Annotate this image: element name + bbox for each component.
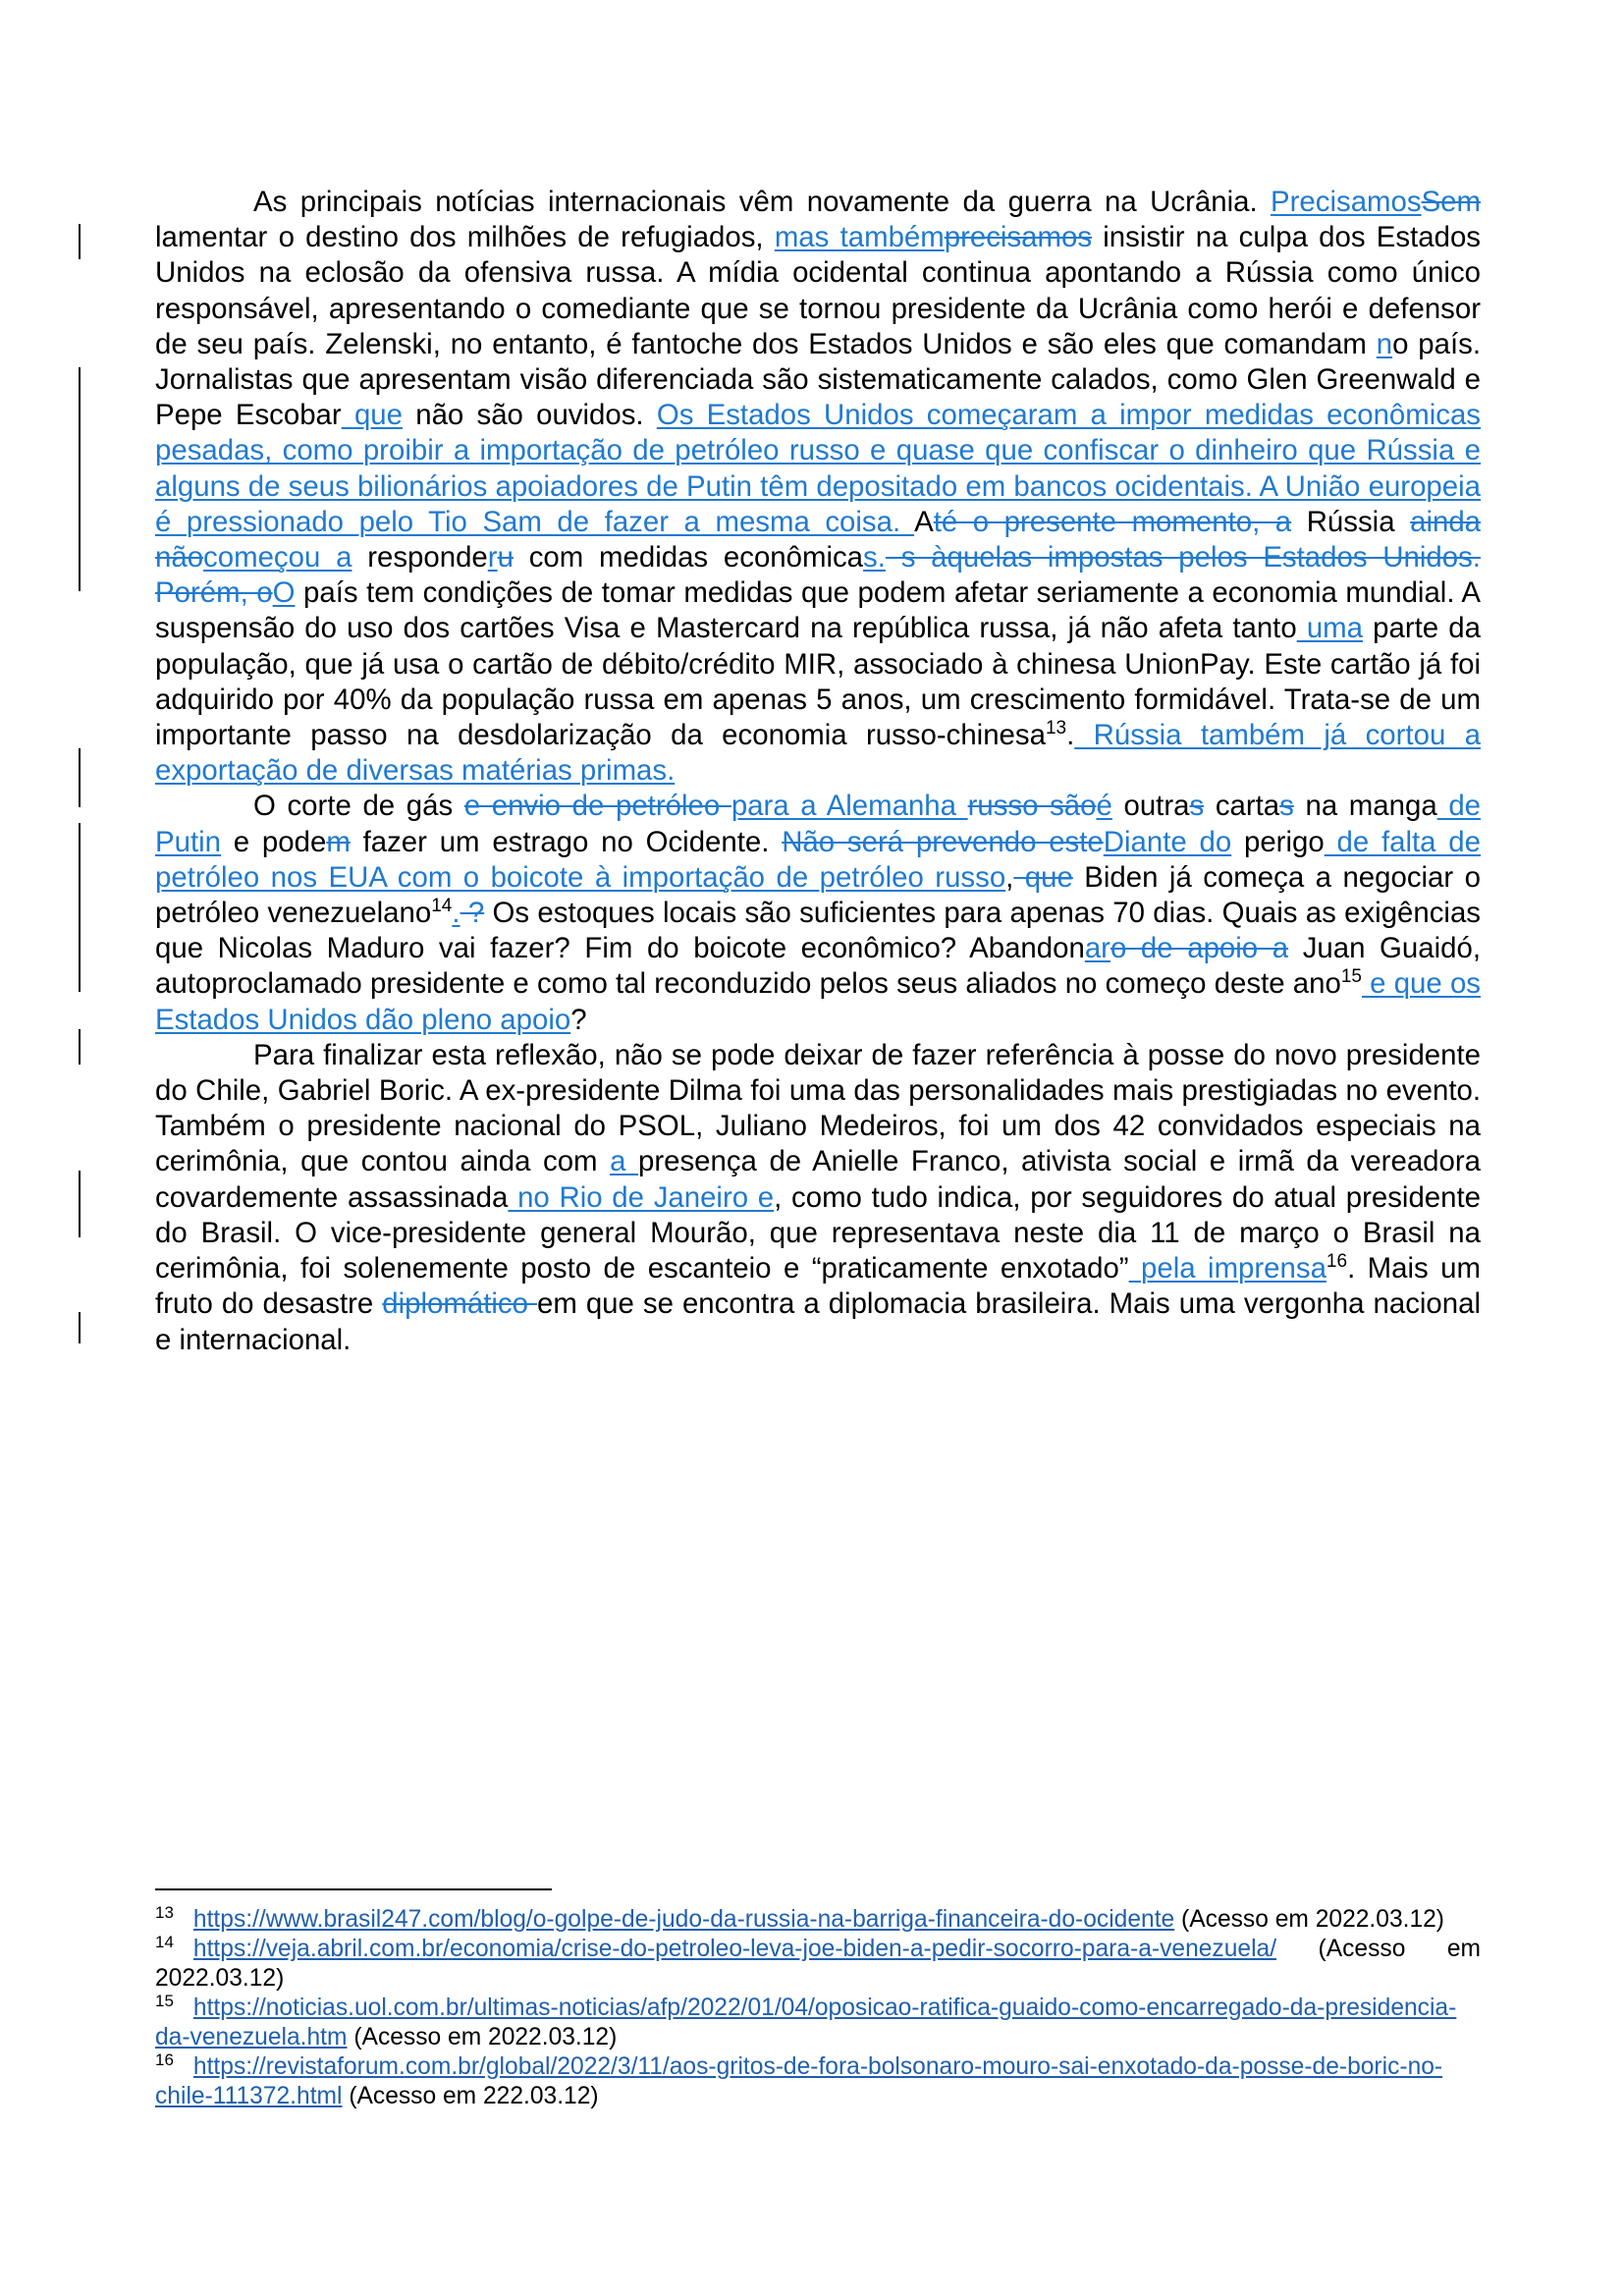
footnote-separator	[155, 1888, 552, 1890]
footnote-number: 13	[155, 1902, 174, 1922]
tracked-insertion: no Rio de Janeiro e	[508, 1180, 775, 1214]
text-run: insistir na culpa dos Estados Unidos na eclosão da ofensiva russa. A mídia ocidental continua apontando a Rússia como único responsável, apresentando o comediante que se tornou presidente da Ucrânia como herói e defensor de seu país. Zelenski, no entanto, é fantoche dos Estados Unidos e são eles que comandam	[155, 221, 1481, 360]
text-run: . Mais um fruto do desastre	[155, 1252, 1481, 1321]
paragraph	[155, 185, 1481, 789]
footnote-access-date: (Acesso em 2022.03.12)	[347, 2024, 618, 2050]
tracked-insertion: mas também	[774, 221, 945, 254]
text-run: As principais notícias internacionais vêm novamente da guerra na Ucrânia.	[253, 186, 1272, 218]
footnote-reference: 14	[431, 896, 453, 917]
text-run: parte da população, que já usa o cartão de débito/crédito MIR, associado à chinesa UnionPay. Este cartão já foi adquirido por 40% da população russa em apenas 5 anos, um crescimento formidável. Trata-se de um importante passo na desdolarização da economia russo-chinesa	[155, 612, 1481, 752]
text-run: em que se encontra a diplomacia brasileira. Mais uma vergonha nacional e internacional.	[155, 1287, 1481, 1356]
change-bar	[79, 1312, 81, 1343]
footnotes	[155, 1902, 1481, 2111]
change-bar	[79, 224, 81, 259]
tracked-deletion: ainda não	[155, 505, 1482, 574]
paragraph	[155, 789, 1481, 1037]
tracked-deletion: precisamos	[944, 221, 1093, 254]
tracked-deletion: u	[497, 541, 514, 574]
text-run: .	[1066, 719, 1075, 752]
footnote	[155, 1932, 1481, 1994]
text-run: na manga	[1293, 790, 1437, 823]
footnote-link[interactable]: https://revistaforum.com.br/global/2022/3/11/aos-gritos-de-fora-bolsonaro-mouro-sai-enxotado-da-posse-de-boric-no-chile-111372.html	[155, 2053, 1443, 2109]
body-text	[155, 185, 1481, 1358]
tracked-deletion: diplomático	[382, 1287, 537, 1321]
tracked-insertion: .	[452, 897, 460, 930]
tracked-insertion: é	[1096, 790, 1112, 823]
tracked-deletion: o de apoio a	[1110, 932, 1289, 965]
tracked-insertion: n	[1376, 327, 1393, 360]
text-run: fazer um estrago no Ocidente.	[350, 825, 783, 858]
tracked-insertion: Os Estados Unidos começaram a impor medidas econômicas pesadas, como proibir a importação de petróleo russo e quase que confiscar o dinheiro que Rússia e alguns de seus bilionários apoiadores de Putin têm depositado em bancos ocidentais. A União europeia é pressionado pelo Tio Sam de fazer a mesma coisa.	[155, 399, 1482, 538]
footnote-link[interactable]: https://www.brasil247.com/blog/o-golpe-de-judo-da-russia-na-barriga-financeira-do-ocidente	[192, 1906, 1175, 1933]
text-run: carta	[1204, 790, 1280, 823]
tracked-insertion: de Putin	[155, 790, 1482, 858]
text-run: presença de Anielle Franco, ativista social e irmã da vereadora covardemente assassinada	[155, 1145, 1481, 1214]
text-run: perigo	[1231, 825, 1325, 858]
text-run: não são ouvidos.	[402, 399, 657, 432]
tracked-insertion: Precisamos	[1271, 186, 1422, 218]
text-run: , como tudo indica, por seguidores do atual presidente do Brasil. O vice-presidente general Mourão, que representava neste dia 11 de março o Brasil na cerimônia, foi solenemente posto de escanteio e “praticamente enxotado”	[155, 1180, 1481, 1285]
tracked-insertion: e que os Estados Unidos dão pleno apoio	[155, 967, 1481, 1036]
tracked-insertion: Diante do	[1103, 825, 1232, 858]
tracked-insertion: pela imprensa	[1128, 1252, 1326, 1285]
tracked-insertion: Rússia também já cortou a exportação de diversas matérias primas.	[155, 719, 1481, 788]
tracked-deletion: Não será prevendo este	[782, 825, 1104, 858]
text-run: lamentar o destino dos milhões de refugiados,	[155, 221, 775, 254]
tracked-insertion: de falta de petróleo nos EUA com o boicote à importação de petróleo russo	[155, 825, 1481, 894]
footnote-reference: 16	[1326, 1251, 1348, 1273]
tracked-deletion: ?	[460, 897, 485, 930]
tracked-deletion: m	[326, 825, 351, 858]
footnote-access-date: (Acesso em 2022.03.12)	[1174, 1906, 1445, 1933]
change-bar	[79, 1171, 81, 1237]
text-run: responde	[352, 541, 488, 574]
footnote-number: 16	[155, 2050, 174, 2069]
tracked-insertion: começou a	[203, 541, 352, 574]
text-run: o país. Jornalistas que apresentam visão diferenciada são sistematicamente calados, como Glen Greenwald e Pepe Escobar	[155, 327, 1481, 432]
footnote	[155, 1902, 1481, 1935]
text-run: Rússia	[1291, 505, 1411, 538]
footnote-reference: 13	[1045, 718, 1067, 739]
text-run: Os estoques locais são suficientes para apenas 70 dias. Quais as exigências que Nicolas Maduro vai fazer? Fim do boicote econômico? Abandon	[155, 897, 1481, 965]
footnote-access-date: (Acesso em 222.03.12)	[342, 2083, 599, 2109]
text-run: país tem condições de tomar medidas que podem afetar seriamente a economia mundial. A suspensão do uso dos cartões Visa e Mastercard na república russa, já não afeta tanto	[155, 576, 1481, 645]
footnote	[155, 1991, 1481, 2052]
tracked-deletion: s	[1279, 790, 1294, 823]
tracked-insertion: uma	[1296, 612, 1364, 645]
change-bar	[79, 1029, 81, 1065]
footnote-link[interactable]: https://noticias.uol.com.br/ultimas-noticias/afp/2022/01/04/oposicao-ratifica-guaido-como-encarregado-da-presidencia-da-venezuela.htm	[155, 1995, 1457, 2050]
footnote	[155, 2052, 1481, 2111]
tracked-deletion: russo são	[967, 790, 1097, 823]
tracked-insertion: O	[272, 576, 296, 610]
text-run: O corte de gás	[253, 790, 464, 823]
paragraph	[155, 1038, 1481, 1358]
footnote-number: 15	[155, 1991, 174, 2010]
change-bar	[79, 367, 81, 403]
text-run: Juan Guaidó, autoproclamado presidente e como tal reconduzido pelos seus aliados no começo deste ano	[155, 932, 1481, 1001]
change-bar	[79, 403, 81, 591]
text-run: Biden já começa a negociar o petróleo venezuelano	[155, 860, 1481, 930]
tracked-insertion: para a Alemanha	[731, 790, 968, 823]
text-run: Para finalizar esta reflexão, não se pode deixar de fazer referência à posse do novo presidente do Chile, Gabriel Boric. A ex-presidente Dilma foi uma das personalidades mais prestigiadas no evento. Também o presidente nacional do PSOL, Juliano Medeiros, foi um dos 42 convidados especiais na cerimônia, que contou ainda com	[155, 1038, 1481, 1178]
footnote-link[interactable]: https://veja.abril.com.br/economia/crise-do-petroleo-leva-joe-biden-a-pedir-socorro-para-a-venezuela/	[192, 1936, 1277, 1962]
change-bar	[79, 823, 81, 992]
tracked-insertion: que	[341, 399, 403, 432]
tracked-insertion: s.	[863, 541, 886, 574]
tracked-deletion: s	[1189, 790, 1205, 823]
text-run: A	[914, 505, 934, 538]
footnote-access-date: (Acesso em 2022.03.12)	[155, 1936, 1481, 1992]
text-run: outra	[1111, 790, 1190, 823]
text-run: ?	[570, 1003, 587, 1036]
tracked-deletion: té o presente momento, a	[933, 505, 1292, 538]
tracked-insertion: a	[610, 1145, 638, 1178]
text-run: ,	[1005, 860, 1014, 894]
text-run: e pode	[221, 825, 327, 858]
tracked-insertion: ar	[1084, 932, 1110, 965]
tracked-deletion: s àquelas impostas pelos Estados Unidos. Porém, o	[155, 541, 1481, 610]
tracked-deletion: Sem	[1421, 186, 1481, 218]
footnote-reference: 15	[1340, 966, 1362, 988]
footnote-number: 14	[155, 1932, 174, 1951]
tracked-deletion: que	[1013, 860, 1073, 894]
tracked-insertion: r	[487, 541, 498, 574]
change-bar	[79, 748, 81, 807]
text-run: com medidas econômica	[513, 541, 864, 574]
tracked-deletion: e envio de petróleo	[463, 790, 731, 823]
